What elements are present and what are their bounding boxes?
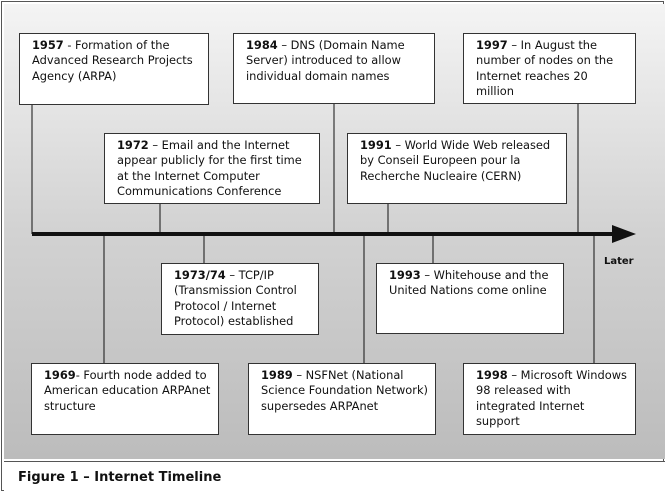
- event-text: – World Wide Web released by Conseil Europeen pour la Recherche Nucleaire (CERN): [360, 138, 551, 183]
- axis-end-label: Later: [604, 256, 634, 267]
- event-year: 1957: [32, 38, 64, 52]
- event-text: – TCP/IP (Transmission Control Protocol / Internet Protocol) established: [174, 268, 297, 328]
- event-year: 1998: [476, 368, 508, 382]
- event-box-1991: [347, 133, 567, 204]
- event-box-1984: [233, 33, 435, 104]
- event-text: - Fourth node added to American education ARPAnet structure: [44, 368, 211, 413]
- event-year: 1989: [261, 368, 293, 382]
- event-year: 1972: [117, 138, 149, 152]
- event-text: – Microsoft Windows 98 released with integrated Internet support: [476, 368, 627, 428]
- event-box-1998: [463, 363, 636, 435]
- event-year: 1993: [389, 268, 421, 282]
- event-text: – Email and the Internet appear publicly for the first time at the Internet Computer Communications Conference: [117, 138, 302, 198]
- event-text: – In August the number of nodes on the Internet reaches 20 million: [476, 38, 614, 98]
- event-box-1969: [31, 363, 219, 435]
- event-box-1972: [104, 133, 320, 204]
- event-box-1989: [248, 363, 436, 435]
- event-box-1997: [463, 33, 636, 104]
- figure-caption: Figure 1 – Internet Timeline: [18, 470, 222, 485]
- event-text: – DNS (Domain Name Server) introduced to allow individual domain names: [246, 38, 405, 83]
- event-text: - Formation of the Advanced Research Projects Agency (ARPA): [32, 38, 193, 83]
- event-year: 1973/74: [174, 268, 226, 282]
- event-text: – Whitehouse and the United Nations come online: [389, 268, 549, 298]
- event-year: 1969: [44, 368, 76, 382]
- event-box-1957: [19, 33, 209, 105]
- event-box-1993: [376, 263, 564, 334]
- event-year: 1984: [246, 38, 278, 52]
- timeline-arrowhead: [612, 225, 636, 243]
- event-box-1973: [161, 263, 319, 335]
- event-text: – NSFNet (National Science Foundation Network) supersedes ARPAnet: [261, 368, 428, 413]
- event-year: 1991: [360, 138, 392, 152]
- event-year: 1997: [476, 38, 508, 52]
